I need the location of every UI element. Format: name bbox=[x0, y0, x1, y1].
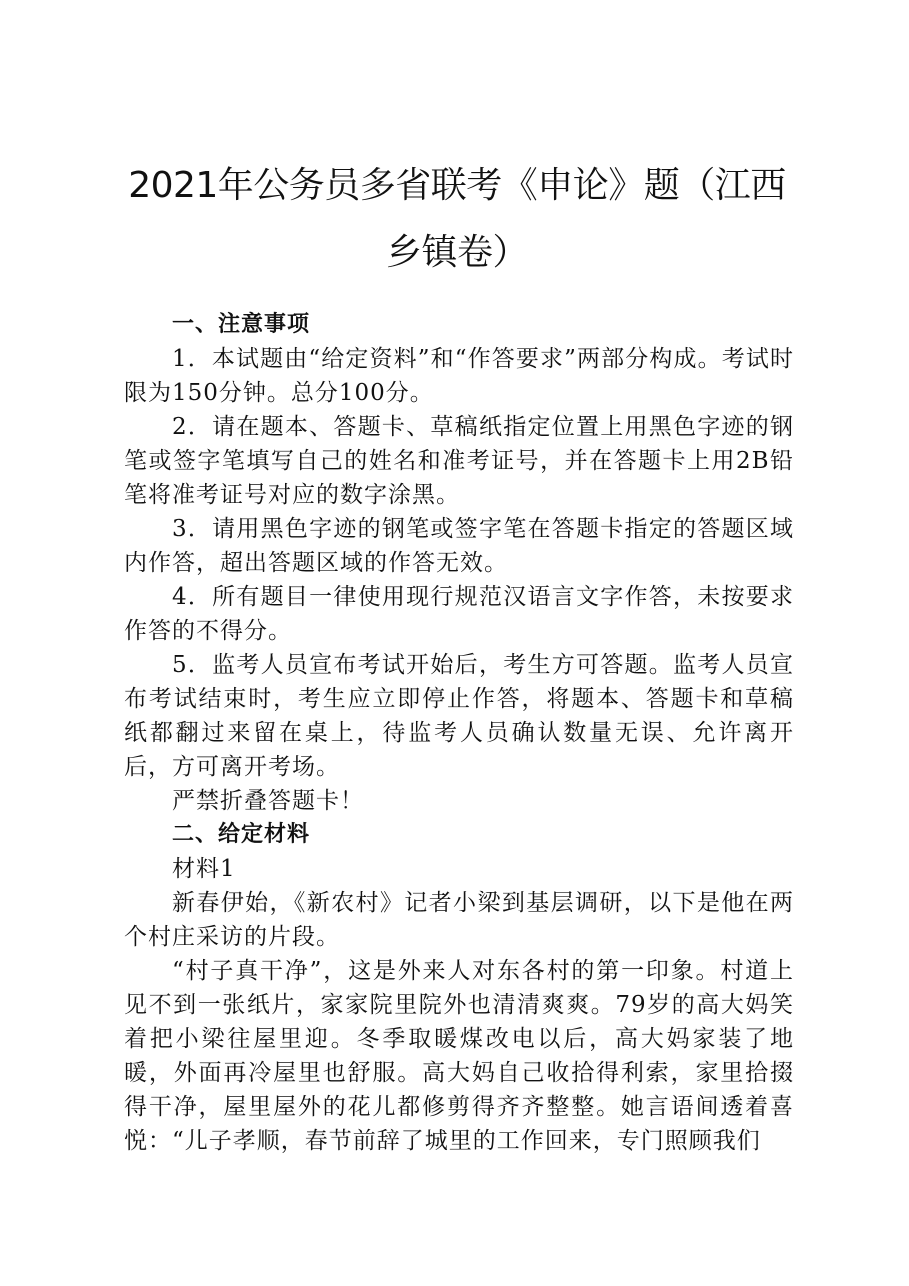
document-body bbox=[124, 308, 794, 1158]
material-paragraph: “村子真干净”，这是外来人对东各村的第一印象。村道上见不到一张纸片，家家院里院外也清清爽爽。79岁的高大妈笑着把小梁往屋里迎。冬季取暖煤改电以后，高大妈家装了地暖，外面再冷屋里也舒服。高大妈自己收拾得利索，家里拾掇得干净，屋里屋外的花儿都修剪得齐齐整整。她言语间透着喜悦：“儿子孝顺，春节前辞了城里的工作回来，专门照顾我们 bbox=[124, 958, 794, 1154]
material-paragraph: 新春伊始，《新农村》记者小梁到基层调研，以下是他在两个村庄采访的片段。 bbox=[124, 890, 794, 950]
material-label: 材料1 bbox=[172, 856, 236, 882]
notice-item: 4．所有题目一律使用现行规范汉语言文字作答，未按要求作答的不得分。 bbox=[124, 584, 794, 644]
notice-item: 2．请在题本、答题卡、草稿纸指定位置上用黑色字迹的钢笔或签字笔填写自己的姓名和准考证号，并在答题卡上用2B铅笔将准考证号对应的数字涂黑。 bbox=[124, 414, 794, 508]
notice-item: 5．监考人员宣布考试开始后，考生方可答题。监考人员宣布考试结束时，考生应立即停止作答，将题本、答题卡和草稿纸都翻过来留在桌上，待监考人员确认数量无误、允许离开后，方可离开考场。 bbox=[124, 652, 794, 780]
document-title: 2021年公务员多省联考《申论》题（江西乡镇卷） bbox=[128, 165, 786, 273]
notice-item: 3．请用黑色字迹的钢笔或签字笔在答题卡指定的答题区域内作答，超出答题区域的作答无效。 bbox=[124, 516, 794, 576]
notice-item: 1．本试题由“给定资料”和“作答要求”两部分构成。考试时限为150分钟。总分100分。 bbox=[124, 346, 794, 406]
warning-text: 严禁折叠答题卡！ bbox=[172, 788, 364, 814]
section-heading-notice: 一、注意事项 bbox=[172, 312, 311, 337]
section-heading-materials: 二、给定材料 bbox=[172, 822, 311, 847]
